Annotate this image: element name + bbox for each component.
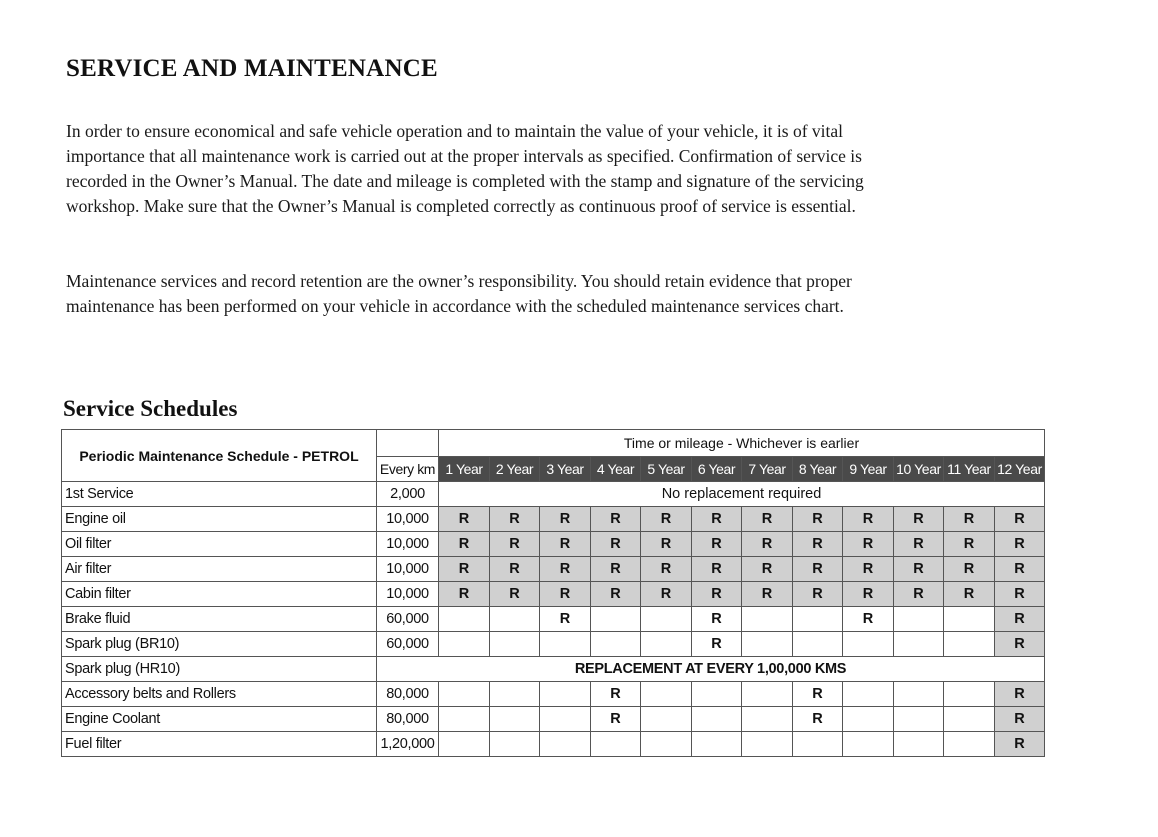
service-cell (843, 707, 894, 732)
service-cell: R (591, 582, 641, 607)
service-cell: R (692, 557, 742, 582)
km-interval-cell: 1,20,000 (377, 732, 439, 757)
service-cell: R (591, 557, 641, 582)
service-cell (944, 707, 995, 732)
service-cell (490, 607, 540, 632)
service-cell: R (843, 557, 894, 582)
table-row (62, 632, 1045, 657)
replacement-note: REPLACEMENT AT EVERY 1,00,000 KMS (377, 657, 1045, 682)
service-cell (742, 682, 793, 707)
service-cell (540, 632, 591, 657)
service-cell: R (793, 682, 843, 707)
service-cell (894, 682, 944, 707)
service-cell: R (692, 632, 742, 657)
header-blank-cell (377, 430, 439, 457)
service-cell (641, 607, 692, 632)
section-title: Service Schedules (63, 396, 238, 421)
service-cell: R (591, 707, 641, 732)
maintenance-schedule-table (61, 429, 1045, 757)
service-cell (843, 682, 894, 707)
item-name-cell: Engine oil (62, 507, 377, 532)
service-cell (439, 632, 490, 657)
service-cell (591, 632, 641, 657)
year-header: 3 Year (540, 457, 591, 482)
service-cell: R (995, 632, 1045, 657)
service-cell (439, 732, 490, 757)
service-cell (944, 632, 995, 657)
year-header: 12 Year (995, 457, 1045, 482)
km-interval-cell: 60,000 (377, 632, 439, 657)
service-cell: R (742, 582, 793, 607)
intro-paragraph: In order to ensure economical and safe vehicle operation and to maintain the value of your vehicle, it is of vital importance that all maintenance work is carried out at the proper intervals as specified. Confirmation of service is recorded in the Owner’s Manual. The date and mileage is completed with the stamp and signature of the servicing workshop. Make sure that the Owner’s Manual is completed correctly as continuous proof of service is essential. (66, 121, 864, 216)
service-cell (439, 707, 490, 732)
item-name-cell: Spark plug (BR10) (62, 632, 377, 657)
service-cell: R (540, 532, 591, 557)
service-cell: R (641, 532, 692, 557)
year-header: 8 Year (793, 457, 843, 482)
service-cell: R (944, 582, 995, 607)
year-header: 11 Year (944, 457, 995, 482)
km-interval-cell: 10,000 (377, 507, 439, 532)
service-cell (944, 732, 995, 757)
service-cell: R (894, 532, 944, 557)
year-header: 5 Year (641, 457, 692, 482)
service-cell: R (843, 607, 894, 632)
table-row (62, 732, 1045, 757)
service-cell (540, 682, 591, 707)
table-row (62, 482, 1045, 507)
year-header: 4 Year (591, 457, 641, 482)
service-cell: R (793, 582, 843, 607)
service-cell: R (439, 582, 490, 607)
service-cell: R (894, 582, 944, 607)
service-cell (641, 707, 692, 732)
service-cell: R (894, 507, 944, 532)
service-cell (439, 682, 490, 707)
table-row (62, 707, 1045, 732)
service-cell (742, 607, 793, 632)
service-cell (843, 732, 894, 757)
service-cell (793, 732, 843, 757)
year-header: 6 Year (692, 457, 742, 482)
service-cell: R (944, 557, 995, 582)
service-cell (490, 632, 540, 657)
service-cell: R (591, 507, 641, 532)
service-cell: R (490, 557, 540, 582)
service-cell (540, 732, 591, 757)
table-row (62, 682, 1045, 707)
km-interval-cell: 80,000 (377, 682, 439, 707)
service-cell: R (641, 507, 692, 532)
year-header: 9 Year (843, 457, 894, 482)
km-interval-cell: 2,000 (377, 482, 439, 507)
service-cell (944, 607, 995, 632)
service-cell (591, 607, 641, 632)
service-cell: R (843, 532, 894, 557)
service-cell: R (692, 582, 742, 607)
km-interval-cell: 60,000 (377, 607, 439, 632)
service-cell (742, 707, 793, 732)
year-header: 2 Year (490, 457, 540, 482)
service-cell: R (793, 507, 843, 532)
table-header-row (62, 430, 1045, 457)
item-name-cell: Fuel filter (62, 732, 377, 757)
service-cell (793, 632, 843, 657)
item-name-cell: Accessory belts and Rollers (62, 682, 377, 707)
year-header: 1 Year (439, 457, 490, 482)
service-cell (894, 632, 944, 657)
service-cell (439, 607, 490, 632)
service-cell (894, 707, 944, 732)
service-cell: R (692, 507, 742, 532)
year-header: 7 Year (742, 457, 793, 482)
no-replacement-note: No replacement required (439, 482, 1045, 507)
service-cell (742, 632, 793, 657)
service-cell (742, 732, 793, 757)
service-cell (490, 732, 540, 757)
service-cell (641, 682, 692, 707)
service-cell (692, 707, 742, 732)
item-name-cell: Oil filter (62, 532, 377, 557)
service-cell: R (439, 532, 490, 557)
service-cell: R (793, 557, 843, 582)
service-cell: R (490, 507, 540, 532)
service-cell: R (692, 532, 742, 557)
km-interval-cell: 10,000 (377, 532, 439, 557)
service-cell (490, 707, 540, 732)
service-cell (894, 732, 944, 757)
service-cell: R (591, 682, 641, 707)
service-cell (591, 732, 641, 757)
service-cell: R (591, 532, 641, 557)
table-row (62, 532, 1045, 557)
service-cell: R (995, 707, 1045, 732)
time-mileage-header: Time or mileage - Whichever is earlier (439, 430, 1045, 457)
service-cell: R (490, 532, 540, 557)
service-cell: R (995, 732, 1045, 757)
service-cell: R (995, 607, 1045, 632)
service-cell (843, 632, 894, 657)
service-cell: R (692, 607, 742, 632)
service-cell: R (540, 507, 591, 532)
service-cell (540, 707, 591, 732)
service-cell: R (793, 707, 843, 732)
item-name-cell: 1st Service (62, 482, 377, 507)
service-cell (641, 732, 692, 757)
item-name-cell: Engine Coolant (62, 707, 377, 732)
table-row (62, 657, 1045, 682)
service-cell (692, 682, 742, 707)
responsibility-paragraph: Maintenance services and record retention are the owner’s responsibility. You should retain evidence that proper maintenance has been performed on your vehicle in accordance with the scheduled maintenance services chart. (66, 271, 852, 316)
service-cell (490, 682, 540, 707)
km-interval-cell: 10,000 (377, 557, 439, 582)
service-cell: R (843, 582, 894, 607)
service-cell: R (843, 507, 894, 532)
service-cell: R (995, 682, 1045, 707)
km-interval-cell: 10,000 (377, 582, 439, 607)
item-name-cell: Spark plug (HR10) (62, 657, 377, 682)
service-cell: R (995, 582, 1045, 607)
service-cell (944, 682, 995, 707)
service-cell: R (540, 557, 591, 582)
page-title: SERVICE AND MAINTENANCE (66, 55, 438, 82)
table-row (62, 557, 1045, 582)
service-cell: R (995, 557, 1045, 582)
service-cell: R (742, 532, 793, 557)
service-cell: R (944, 507, 995, 532)
service-cell: R (995, 507, 1045, 532)
service-cell: R (894, 557, 944, 582)
table-row (62, 607, 1045, 632)
service-cell (692, 732, 742, 757)
service-cell: R (439, 507, 490, 532)
service-cell: R (490, 582, 540, 607)
service-cell: R (793, 532, 843, 557)
every-km-header: Every km (377, 457, 439, 482)
service-cell: R (995, 532, 1045, 557)
year-header: 10 Year (894, 457, 944, 482)
table-row (62, 582, 1045, 607)
service-cell: R (540, 582, 591, 607)
km-interval-cell: 80,000 (377, 707, 439, 732)
item-name-cell: Air filter (62, 557, 377, 582)
service-cell (894, 607, 944, 632)
service-cell: R (439, 557, 490, 582)
service-cell: R (944, 532, 995, 557)
service-cell (641, 632, 692, 657)
service-cell: R (641, 557, 692, 582)
service-cell (793, 607, 843, 632)
schedule-header-label: Periodic Maintenance Schedule - PETROL (62, 430, 377, 482)
item-name-cell: Brake fluid (62, 607, 377, 632)
service-cell: R (540, 607, 591, 632)
item-name-cell: Cabin filter (62, 582, 377, 607)
service-cell: R (742, 507, 793, 532)
service-cell: R (742, 557, 793, 582)
service-cell: R (641, 582, 692, 607)
table-row (62, 507, 1045, 532)
